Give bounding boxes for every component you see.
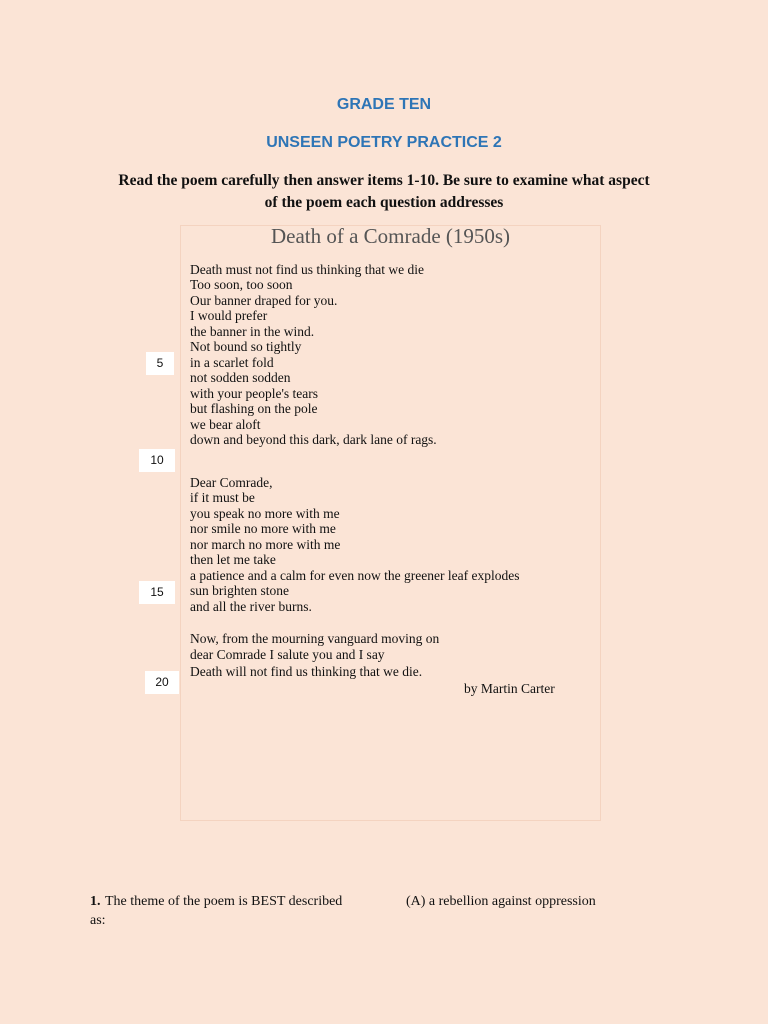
poem-line: not sodden sodden <box>190 370 291 385</box>
grade-heading: GRADE TEN <box>336 96 432 113</box>
line-number-5: 5 <box>146 352 174 375</box>
question-1-text-continued: as: <box>90 913 106 928</box>
poem-line: then let me take <box>190 552 276 567</box>
instructions-line-1: Read the poem carefully then answer items 1-10. Be sure to examine what aspect <box>118 172 650 189</box>
poem-line: but flashing on the pole <box>190 401 318 416</box>
poem-line: Death must not find us thinking that we die <box>190 262 424 277</box>
poem-line: Death will not find us thinking that we die. <box>190 664 423 679</box>
line-number-10: 10 <box>139 449 175 472</box>
poem-line: I would prefer <box>190 308 268 323</box>
poem-line: nor smile no more with me <box>190 521 336 536</box>
question-1-text: The theme of the poem is BEST described <box>105 894 343 909</box>
poem-title: Death of a Comrade (1950s) <box>270 224 511 248</box>
poem-line: Now, from the mourning vanguard moving on <box>190 631 440 646</box>
poem-line: Not bound so tightly <box>190 339 302 354</box>
poem-line: if it must be <box>190 490 255 505</box>
poem-line: Our banner draped for you. <box>190 293 338 308</box>
poem-line: a patience and a calm for even now the greener leaf explodes <box>190 568 520 583</box>
poem-line: down and beyond this dark, dark lane of rags. <box>190 432 437 447</box>
question-1-number: 1. <box>90 894 101 909</box>
question-1-option-a: (A) a rebellion against oppression <box>406 894 596 909</box>
poem-line: the banner in the wind. <box>190 324 315 339</box>
poem-line: and all the river burns. <box>190 599 312 614</box>
instructions-line-2: of the poem each question addresses <box>264 194 504 211</box>
line-number-20: 20 <box>145 671 179 694</box>
instructions <box>84 170 684 214</box>
poem-line: with your people's tears <box>190 386 319 401</box>
poem-line: Dear Comrade, <box>190 475 273 490</box>
poem-line: we bear aloft <box>190 417 261 432</box>
line-number-15: 15 <box>139 581 175 604</box>
practice-heading: UNSEEN POETRY PRACTICE 2 <box>266 134 502 151</box>
poem-line: nor march no more with me <box>190 537 341 552</box>
poem-line: dear Comrade I salute you and I say <box>190 647 385 662</box>
poem-line: you speak no more with me <box>190 506 340 521</box>
poem-author: by Martin Carter <box>464 681 555 696</box>
poem-line: Too soon, too soon <box>190 277 293 292</box>
poem-line: sun brighten stone <box>190 583 289 598</box>
poem-line: in a scarlet fold <box>190 355 274 370</box>
